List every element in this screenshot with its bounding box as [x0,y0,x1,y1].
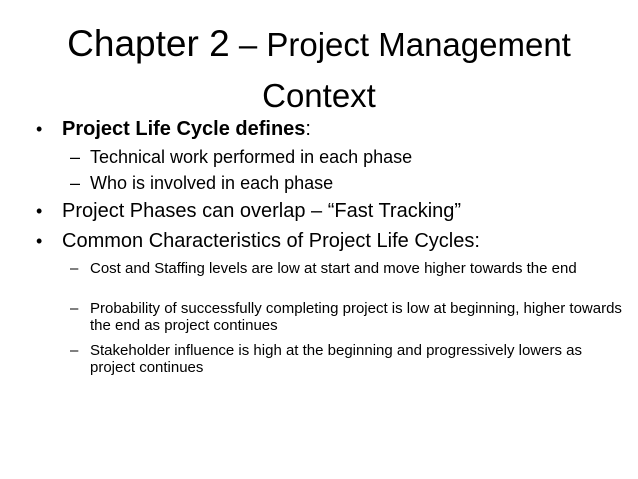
bullet-marker: • [36,231,43,251]
bullet-colon: : [305,118,311,140]
dash-marker: – [70,342,79,359]
bullet-marker: • [36,119,43,139]
subbullet-text: Who is involved in each phase [90,173,334,193]
bullet-bold-text: Project Life Cycle defines [62,118,306,140]
bullet-marker: • [36,201,43,221]
slide-title [0,22,638,118]
dash-marker: – [70,260,79,277]
title-chapter: Chapter 2 [67,23,230,64]
dash-marker: – [70,173,81,193]
bullet-text: Common Characteristics of Project Life Cycles: [62,230,480,252]
title-line-2: Context [262,77,376,114]
subbullet-text: Technical work performed in each phase [90,147,413,167]
dash-marker: – [70,147,81,167]
dash-marker: – [70,300,79,317]
subpoint-text: Stakeholder influence is high at the beginning and progressively lowers as project continues [90,342,582,376]
bullet-text: Project Phases can overlap – “Fast Tracking” [62,200,462,222]
title-topic: – Project Management [229,26,571,63]
subpoint-text: Probability of successfully completing project is low at beginning, higher towards the end as project continues [90,300,622,334]
subpoint-text: Cost and Staffing levels are low at start and move higher towards the end [90,260,577,277]
